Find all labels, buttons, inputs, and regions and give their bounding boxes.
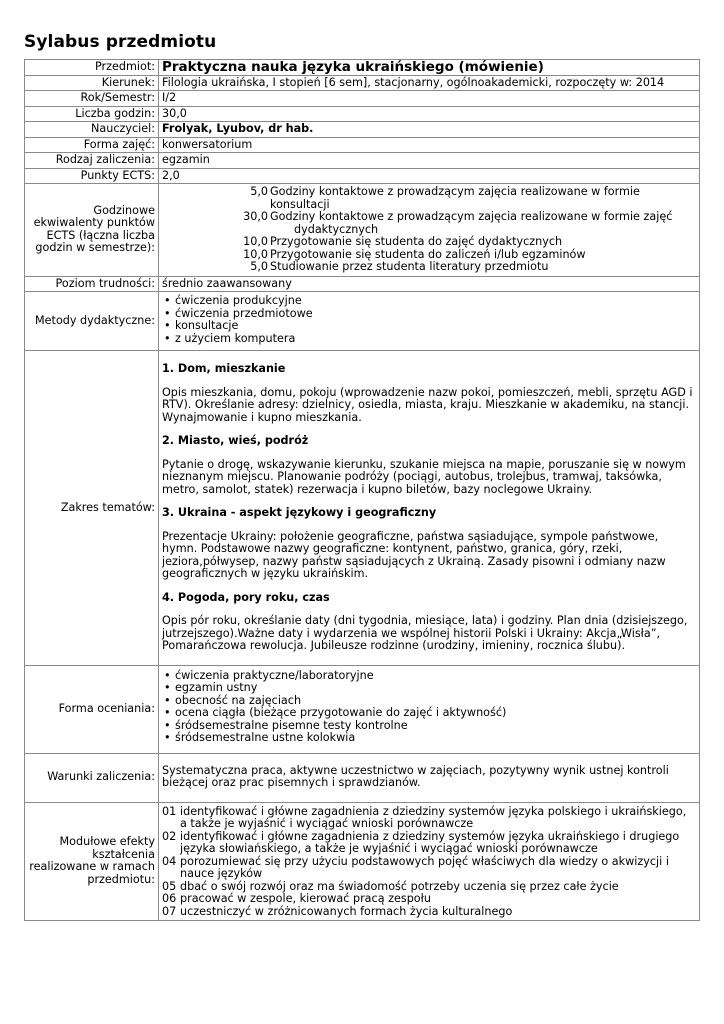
row-outcomes [25, 802, 700, 921]
topics-label: Zakres tematów: [25, 351, 159, 666]
teacher-label: Nauczyciel: [25, 122, 159, 138]
row-hours [25, 106, 700, 122]
ects-equiv-text [270, 211, 696, 236]
field-label: Kierunek: [25, 75, 159, 91]
ects-label: Punkty ECTS: [25, 168, 159, 184]
outcome-text: dbać o swój rozwój oraz ma świadomość potrzeby uczenia się przez całe życie [180, 879, 619, 893]
topic-heading: 1. Dom, mieszkanie [162, 362, 286, 375]
list-item: • ćwiczenia produkcyjne [162, 295, 696, 308]
outcome-text: identyfikować i główne zagadnienia z dziedziny systemów języka polskiego i ukraińskiego, a także je wyjaśnić i wyciągać wnioski porównawcze [180, 804, 687, 830]
hours-label: Liczba godzin: [25, 106, 159, 122]
ects-equiv-text-main: Przygotowanie się studenta do zajęć dydaktycznych [270, 235, 563, 248]
subject-value: Praktyczna nauka języka ukraińskiego (mówienie) [159, 60, 700, 76]
assessment-label: Forma oceniania: [25, 665, 159, 753]
outcomes-value [159, 802, 700, 921]
methods-list [162, 295, 696, 345]
list-item: • ćwiczenia praktyczne/laboratoryjne [162, 670, 696, 683]
outcome-item [162, 893, 696, 906]
row-ects-equivalents [25, 184, 700, 277]
hours-value: 30,0 [159, 106, 700, 122]
conditions-value: Systematyczna praca, aktywne uczestnictwo w zajęciach, pozytywny wynik ustnej kontroli bieżącej oraz prac pisemnych i sprawdzianów. [159, 753, 700, 802]
outcome-code: 04 [162, 854, 177, 868]
row-conditions [25, 753, 700, 802]
outcome-item [162, 856, 696, 881]
credit-label: Rodzaj zaliczenia: [25, 153, 159, 169]
teacher-value: Frolyak, Lyubov, dr hab. [159, 122, 700, 138]
row-ects [25, 168, 700, 184]
row-teacher [25, 122, 700, 138]
list-item: • egzamin ustny [162, 682, 696, 695]
list-item: • obecność na zajęciach [162, 695, 696, 708]
level-value: średnio zaawansowany [159, 276, 700, 292]
outcome-text: identyfikować i główne zagadnienia z dziedziny systemów języka ukraińskiego i drugiego języka słowiańskiego, a także je wyjaśnić i wyciągać wnioski porównawcze [180, 829, 680, 855]
syllabus-table [24, 59, 700, 921]
topic-block [162, 363, 696, 424]
ects-equiv-item [162, 211, 696, 236]
outcome-text: pracować w zespole, kierować pracą zespołu [180, 892, 431, 905]
topic-block [162, 592, 696, 653]
ects-equiv-text-main: Godziny kontaktowe z prowadzącym zajęcia realizowane w formie zajęć [270, 210, 673, 223]
outcomes-label: Modułowe efekty kształcenia realizowane w ramach przedmiotu: [25, 802, 159, 921]
topic-heading: 2. Miasto, wieś, podróż [162, 434, 309, 447]
outcome-code: 07 [162, 904, 177, 918]
field-value: Filologia ukraińska, I stopień [6 sem], stacjonarny, ogólnoakademicki, rozpoczęty w: 2014 [159, 75, 700, 91]
ects-equiv-text-main: Studiowanie przez studenta literatury przedmiotu [270, 260, 549, 273]
outcome-text: uczestniczyć w zróżnicowanych formach życia kulturalnego [180, 904, 513, 918]
list-item: • ocena ciągła (bieżące przygotowanie do zajęć i aktywność) [162, 707, 696, 720]
topic-block [162, 507, 696, 581]
year-label: Rok/Semestr: [25, 91, 159, 107]
ects-equiv-hours: 30,0 [243, 210, 268, 223]
topic-text: Opis mieszkania, domu, pokoju (wprowadzenie nazw pokoi, pomieszczeń, mebli, sprzętu AGD i RTV). Określanie adresy: dzielnicy, osiedla, miasta, kraju. Mieszkanie w akademiku, na stancji. Wynajmowanie i kupno mieszkania. [162, 385, 693, 424]
row-level [25, 276, 700, 292]
outcome-text: porozumiewać się przy użyciu podstawowych pojęć właściwych dla wiedzy o akwizycji i nauce języków [180, 854, 669, 880]
outcome-code: 02 [162, 829, 177, 843]
ects-equiv-hours: 10,0 [243, 235, 268, 248]
topics-value [159, 351, 700, 666]
ects-equiv-text [270, 261, 696, 274]
form-label: Forma zajęć: [25, 137, 159, 153]
ects-equiv-hours: 5,0 [250, 260, 268, 273]
outcome-code: 05 [162, 879, 177, 893]
row-year [25, 91, 700, 107]
ects-equiv-item [162, 261, 696, 274]
subject-label: Przedmiot: [25, 60, 159, 76]
ects-equiv-text-main: Godziny kontaktowe z prowadzącym zajęcia realizowane w formie konsultacji [270, 185, 640, 211]
outcome-code: 06 [162, 892, 177, 905]
topic-heading: 4. Pogoda, pory roku, czas [162, 590, 330, 604]
row-topics [25, 351, 700, 666]
ects-equiv-text-cont: dydaktycznych [294, 222, 379, 236]
ects-equiv-label: Godzinowe ekwiwalenty punktów ECTS (łączna liczba godzin w semestrze): [25, 184, 159, 277]
row-methods [25, 292, 700, 351]
page-title: Sylabus przedmiotu [24, 32, 217, 52]
assessment-value [159, 665, 700, 753]
topic-block [162, 435, 696, 496]
list-item: • z użyciem komputera [162, 333, 696, 346]
assessment-list [162, 670, 696, 745]
methods-value [159, 292, 700, 351]
ects-equiv-list [159, 184, 700, 277]
ects-equiv-hours: 10,0 [243, 247, 268, 261]
ects-equiv-text [270, 186, 696, 211]
list-item: • konsultacje [162, 320, 696, 333]
ects-equiv-hours: 5,0 [250, 185, 268, 198]
level-label: Poziom trudności: [25, 276, 159, 292]
row-field [25, 75, 700, 91]
row-assessment [25, 665, 700, 753]
methods-label: Metody dydaktyczne: [25, 292, 159, 351]
topic-text: Pytanie o drogę, wskazywanie kierunku, szukanie miejsca na mapie, poruszanie się w nowym nieznanym miejscu. Planowanie podróży (pociągi, autobus, trolejbus, tramwaj, taksówka, metro, samolot, statek) rezerwacja i kupno biletów, bazy noclegowe Ukrainy. [162, 457, 686, 496]
list-item: • ćwiczenia przedmiotowe [162, 308, 696, 321]
conditions-label: Warunki zaliczenia: [25, 753, 159, 802]
row-credit [25, 153, 700, 169]
outcome-code: 01 [162, 804, 177, 818]
outcome-item [162, 906, 696, 919]
topic-text: Prezentacje Ukrainy: położenie geograficzne, państwa sąsiadujące, sympole państwowe, hymn. Podstawowe nazwy geograficzne: kontynent, państwo, granica, góry, rzeki, jeziora,półwysep, nazwy państw sąsiadujących z Ukrainą. Zasady pisowni i odmiany nazw geograficznych w języku ukraińskim. [162, 529, 666, 580]
row-subject [25, 60, 700, 76]
ects-value: 2,0 [159, 168, 700, 184]
form-value: konwersatorium [159, 137, 700, 153]
ects-equiv-item [162, 186, 696, 211]
row-form [25, 137, 700, 153]
outcome-item [162, 806, 696, 831]
outcome-item [162, 831, 696, 856]
list-item: • śródsemestralne pisemne testy kontrolne [162, 720, 696, 733]
topic-text: Opis pór roku, określanie daty (dni tygodnia, miesiące, lata) i godziny. Plan dnia (dzisiejszego, jutrzejszego).Ważne daty i wydarzenia we wspólnej historii Polski i Ukrainy: Akcja„Wisła”, Pomarańczowa rewolucja. Jubileusze rodzinne (urodziny, imieniny, rocznica ślubu). [162, 614, 688, 652]
credit-value: egzamin [159, 153, 700, 169]
year-value: I/2 [159, 91, 700, 107]
ects-equiv-text-main: Przygotowanie się studenta do zaliczeń i/lub egzaminów [270, 247, 586, 261]
topic-heading: 3. Ukraina - aspekt językowy i geograficzny [162, 506, 437, 519]
list-item: • śródsemestralne ustne kolokwia [162, 732, 696, 745]
